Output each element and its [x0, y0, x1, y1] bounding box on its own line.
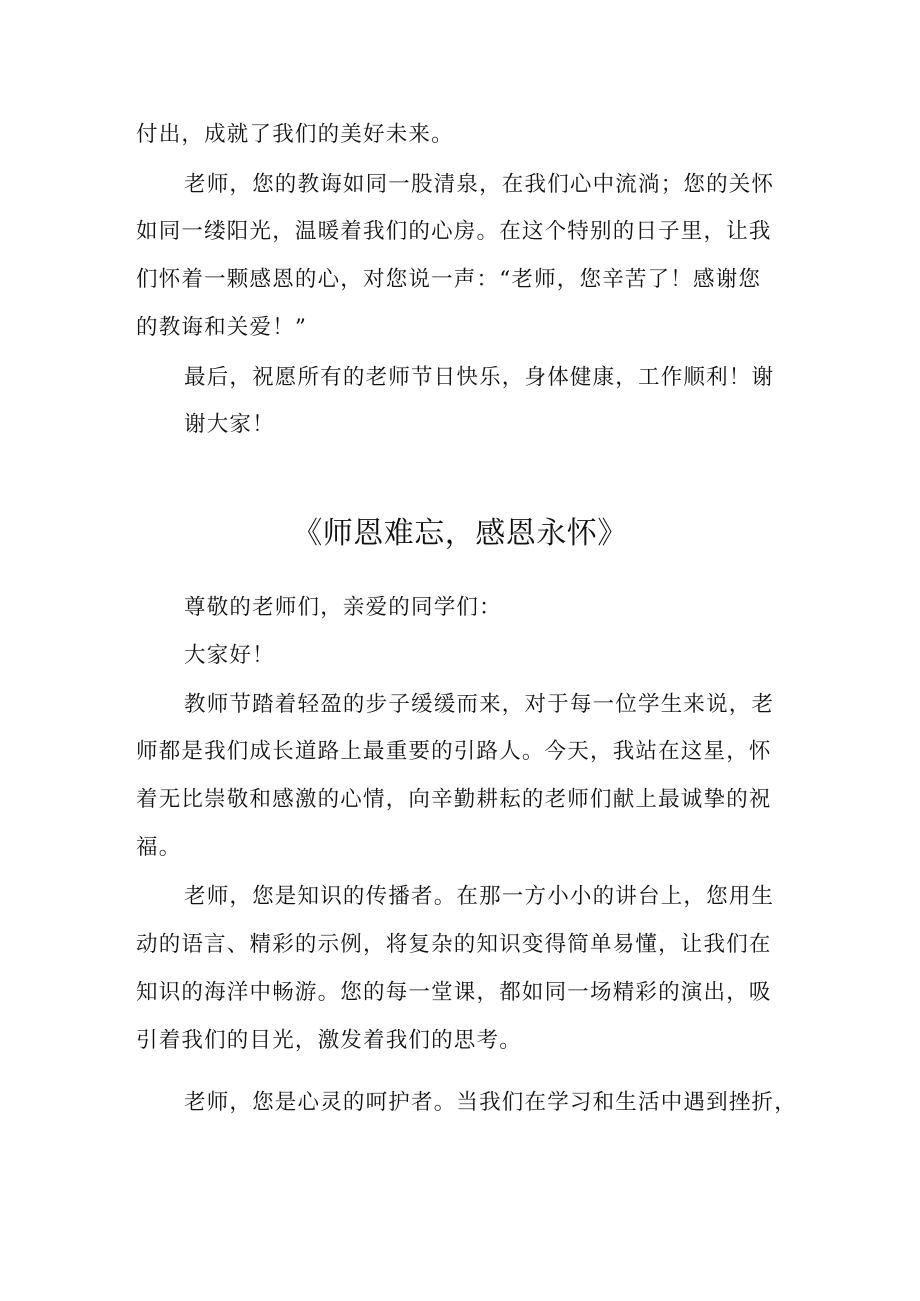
paragraph-line: 动的语言、精彩的示例，将复杂的知识变得简单易懂，让我们在: [136, 932, 772, 957]
paragraph-line: 老师，您是知识的传播者。在那一方小小的讲台上，您用生: [184, 884, 775, 909]
paragraph-line: 知识的海洋中畅游。您的每一堂课，都如同一场精彩的演出，吸: [136, 980, 772, 1005]
salutation-line: 尊敬的老师们，亲爱的同学们：: [184, 595, 502, 620]
greeting-line: 大家好！: [184, 643, 275, 668]
paragraph-line: 福。: [136, 835, 182, 860]
paragraph-line: 老师，您的教诲如同一股清泉，在我们心中流淌；您的关怀: [184, 172, 775, 197]
paragraph-line: 的教诲和关爱！”: [136, 315, 308, 340]
paragraph-line: 老师，您是心灵的呵护者。当我们在学习和生活中遇到挫折，: [184, 1090, 797, 1115]
paragraph-line: 最后，祝愿所有的老师节日快乐，身体健康，工作顺利！谢: [184, 365, 775, 390]
paragraph-line: 教师节踏着轻盈的步子缓缓而来，对于每一位学生来说，老: [184, 692, 775, 717]
paragraph-line: 付出，成就了我们的美好未来。: [136, 122, 454, 147]
paragraph-line: 引着我们的目光，激发着我们的思考。: [136, 1028, 522, 1053]
paragraph-line: 师都是我们成长道路上最重要的引路人。今天，我站在这星，怀: [136, 739, 772, 764]
speech-title: 《师恩难忘，感恩永怀》: [292, 516, 628, 551]
paragraph-line: 如同一缕阳光，温暖着我们的心房。在这个特别的日子里，让我: [136, 219, 772, 244]
paragraph-line: 谢大家！: [184, 412, 275, 437]
paragraph-line: 着无比崇敬和感激的心情，向辛勤耕耘的老师们献上最诚挚的祝: [136, 787, 772, 812]
paragraph-line: 们怀着一颗感恩的心，对您说一声：“老师，您辛苦了！感谢您: [136, 267, 762, 292]
